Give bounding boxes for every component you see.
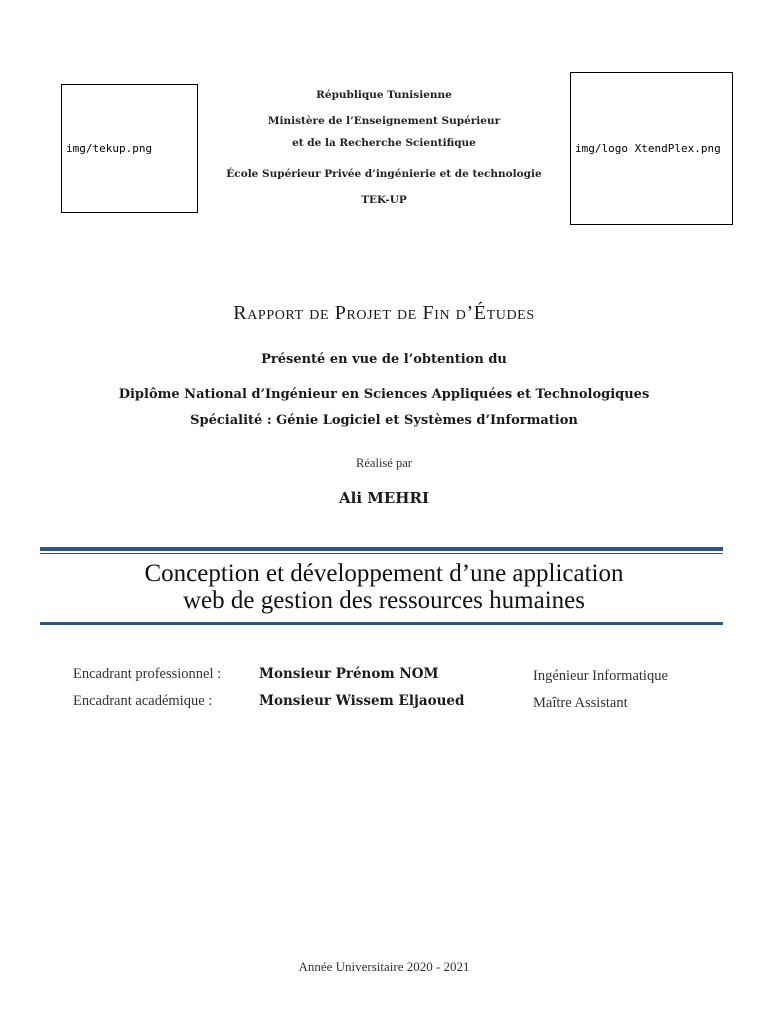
supervisor-name: Monsieur Wissem Eljaoued [259,693,465,709]
diploma: Diplôme National d’Ingénieur en Sciences Appliquées et Technologiques [118,387,650,402]
supervisor-name: Monsieur Prénom NOM [259,666,439,682]
country-line: République Tunisienne [316,89,452,101]
presented-for: Présenté en vue de l’obtention du [261,352,507,367]
academic-year: Année Universitaire 2020 - 2021 [298,959,470,974]
xtendplex-logo-path: img/logo XtendPlex.png [575,142,721,155]
project-title-line-2: web de gestion des ressources humaines [183,587,585,614]
report-type: Rapport de Projet de Fin d’Études [233,302,535,324]
ministry-line-1: Ministère de l’Enseignement Supérieur [267,115,501,127]
school-short-name: TEK-UP [361,194,407,206]
title-rule-top-thick [40,547,723,551]
supervisor-role: Maître Assistant [533,695,628,711]
specialty: Spécialité : Génie Logiciel et Systèmes d’Information [190,413,578,428]
supervisor-label: Encadrant académique : [73,693,213,709]
title-rule-bottom [40,622,723,625]
realised-by: Réalisé par [356,456,412,470]
author-name: Ali MEHRI [339,489,429,507]
ministry-line-2: et de la Recherche Scientifique [292,137,476,149]
project-title-line-1: Conception et développement d’une application [144,560,624,587]
supervisor-label: Encadrant professionnel : [73,666,222,682]
school-name: École Supérieur Privée d’ingénierie et de technologie [226,168,542,180]
supervisor-role: Ingénieur Informatique [533,668,668,684]
tekup-logo-path: img/tekup.png [66,142,153,155]
title-rule-top-thin [40,553,723,554]
